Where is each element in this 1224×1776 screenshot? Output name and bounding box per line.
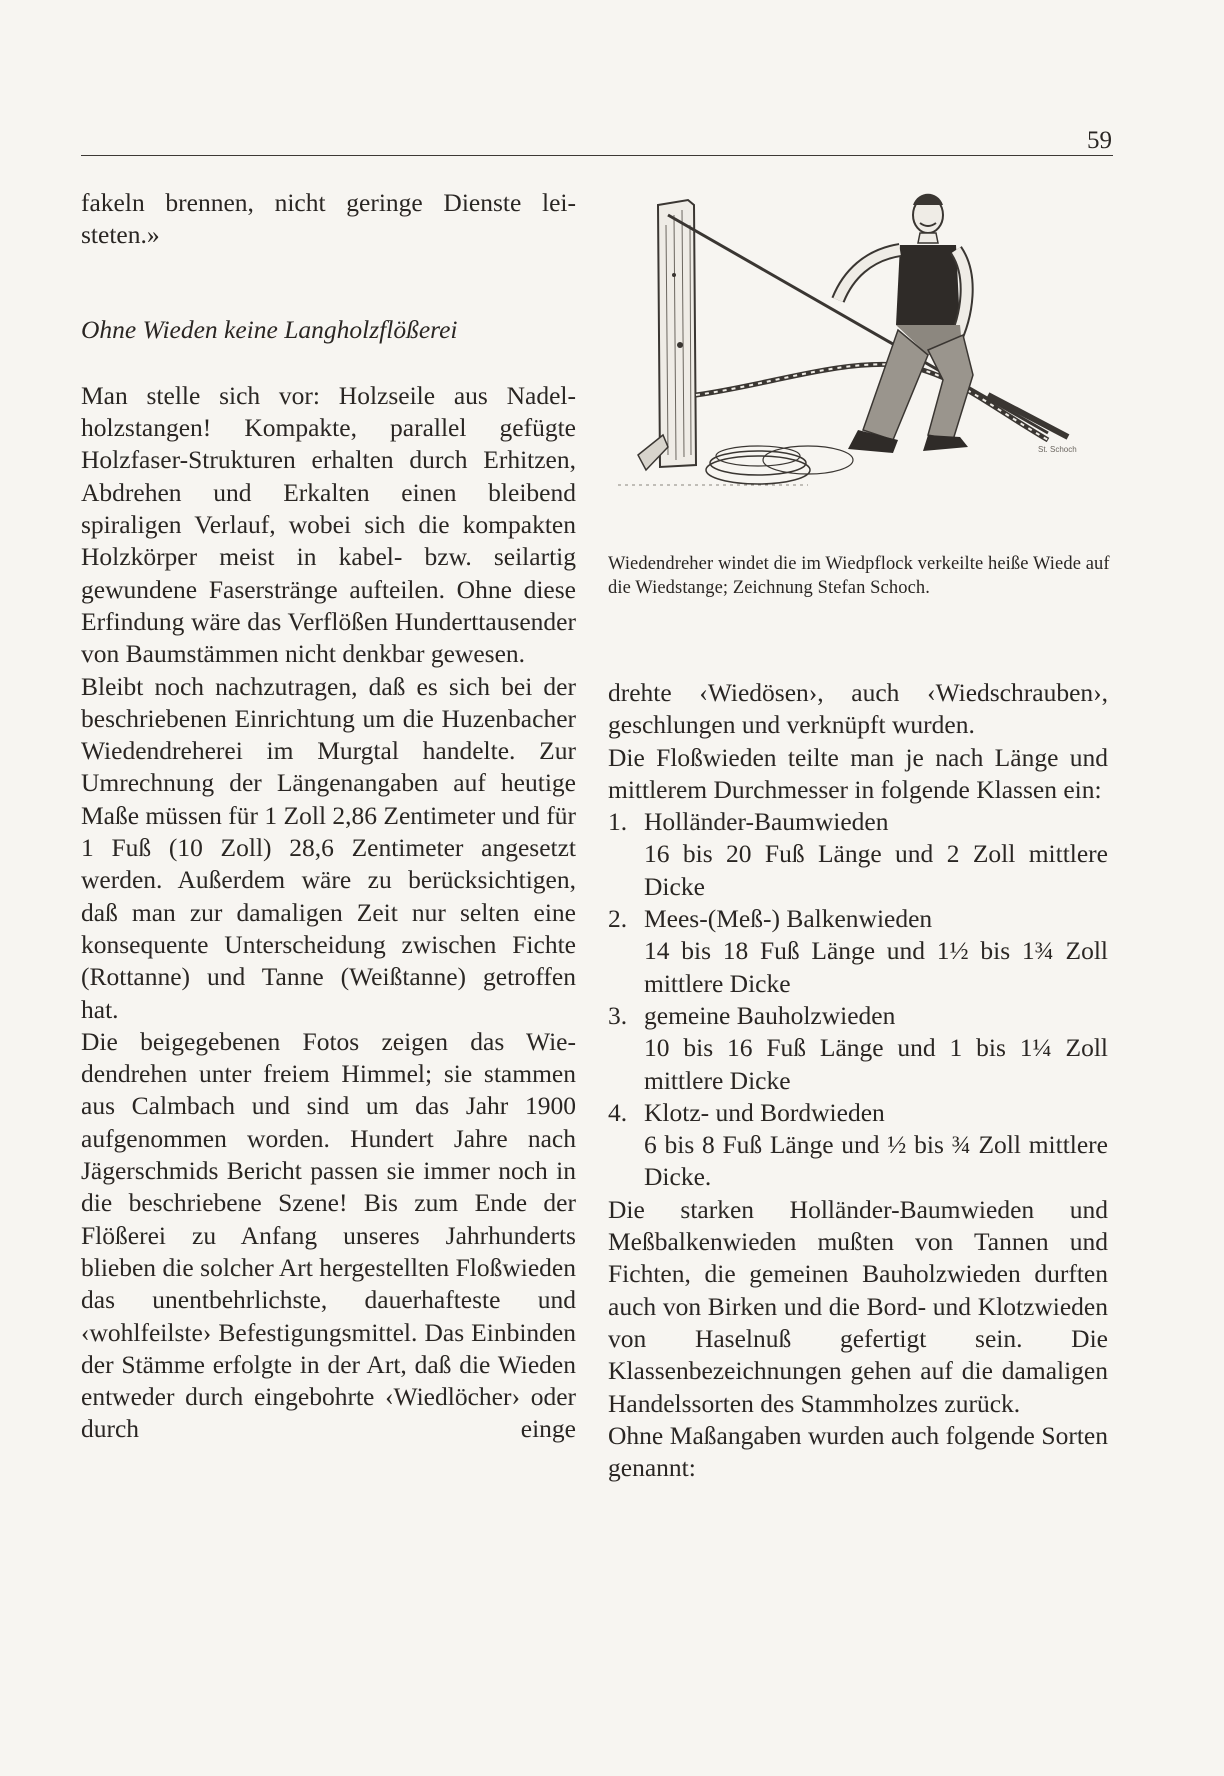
list-item bbox=[608, 903, 1108, 1000]
list-item bbox=[608, 1000, 1108, 1097]
paragraph: drehte ‹Wiedösen›, auch ‹Wiedschrauben›, geschlungen und verknüpft wurden. bbox=[608, 678, 1108, 740]
paragraph: Bleibt noch nachzutragen, daß es sich bei der beschriebenen Einrichtung um die Huzenbacher Wiedendreherei im Murgtal handelte. Zur Umrechnung der Längenangaben auf heutige Maße müssen für 1 Zoll 2,86 Zentimeter und für 1 Fuß (10 Zoll) 28,6 Zentimeter angesetzt werden. Außerdem wäre zu berücksichtigen, daß man zur damaligen Zeit nur selten eine konsequente Unterscheidung zwischen Fichte (Rottanne) und Tanne (Weißtanne) getroffen hat. bbox=[81, 671, 577, 1024]
list-item-detail: 16 bis 20 Fuß Länge und 2 Zoll mittlere Dicke bbox=[644, 839, 1108, 901]
header-rule bbox=[81, 155, 1113, 156]
list-item-title: Holländer-Baumwieden bbox=[644, 807, 889, 837]
list-item-number: 2. bbox=[608, 904, 628, 934]
right-column bbox=[608, 677, 1108, 1484]
list-item bbox=[608, 806, 1108, 903]
paragraph: Die starken Holländer-Baumwieden und Meßbalkenwieden mußten von Tannen und Fichten, die gemeinen Bauholzwieden durften auch von Birken und die Bord- und Klotzwieden von Haselnuß gefertigt sein. Die Klassenbezeichnungen gehen auf die damaligen Handelssorten des Stammholzes zurück. bbox=[608, 1194, 1108, 1418]
intro-line-1: fakeln brennen, nicht geringe Dienste lei- bbox=[81, 188, 576, 217]
list-item-detail: 14 bis 18 Fuß Länge und 1½ bis 1¾ Zoll mittlere Dicke bbox=[644, 936, 1108, 998]
list-item-number: 4. bbox=[608, 1097, 628, 1127]
left-column bbox=[81, 187, 576, 1446]
paragraph: Die Floßwieden teilte man je nach Länge und mittlerem Durchmesser in folgende Klassen ein: bbox=[608, 742, 1108, 804]
page-number: 59 bbox=[1087, 127, 1112, 154]
list-item-detail: 10 bis 16 Fuß Länge und 1 bis 1¼ Zoll mittlere Dicke bbox=[644, 1033, 1108, 1095]
paragraph: Die beigegebenen Fotos zeigen das Wiedendrehen unter freiem Himmel; sie stammen aus Calmbach und sind um das Jahr 1900 aufgenommen worden. Hundert Jahre nach Jägerschmids Bericht passen sie immer noch in die beschriebene Szene! Bis zum Ende der Flößerei zu Anfang unseres Jahrhunderts blieben die solcher Art hergestellten Floßwieden das unentbehrlichste, dauerhafteste und ‹wohlfeilste› Befestigungsmittel. Das Einbinden der Stämme erfolgte in der Art, daß die Wieden entweder durch eingebohrte ‹Wiedlöcher› oder durch einge bbox=[81, 1026, 576, 1444]
list-item-title: gemeine Bauholzwieden bbox=[644, 1000, 896, 1030]
section-heading: Ohne Wieden keine Langholzflößerei bbox=[81, 314, 458, 344]
list-item bbox=[608, 1097, 1108, 1194]
list-item-number: 3. bbox=[608, 1000, 628, 1030]
paragraph: Man stelle sich vor: Holzseile aus Nadelholzstangen! Kompakte, parallel gefügte Holzfaser-Strukturen erhalten durch Erhitzen, Abdrehen und Erkalten einen bleibend spiraligen Verlauf, wobei sich die kompakten Holzkörper meist in kabel- bzw. seilartig gewundene Faserstränge aufteilen. Ohne diese Erfindung wäre das Verflößen Hunderttausender von Baumstämmen nicht denkbar gewesen. bbox=[81, 380, 576, 669]
paragraph: Ohne Maßangaben wurden auch folgende Sorten genannt: bbox=[608, 1420, 1108, 1483]
figure-caption: Wiedendreher windet die im Wiedpflock verkeilte heiße Wiede auf die Wiedstange; Zeichnung Stefan Schoch. bbox=[608, 554, 1110, 598]
artist-signature: St. Schoch bbox=[1038, 445, 1077, 454]
list-item-number: 1. bbox=[608, 807, 628, 837]
illustration-wiedendreher bbox=[608, 185, 1113, 550]
intro-line-2: steten.» bbox=[81, 220, 160, 250]
list-item-title: Mees-(Meß-) Balkenwieden bbox=[644, 904, 933, 934]
list-item-detail: 6 bis 8 Fuß Länge und ½ bis ¾ Zoll mittlere Dicke. bbox=[644, 1130, 1108, 1192]
list-item-title: Klotz- und Bordwieden bbox=[644, 1097, 885, 1127]
